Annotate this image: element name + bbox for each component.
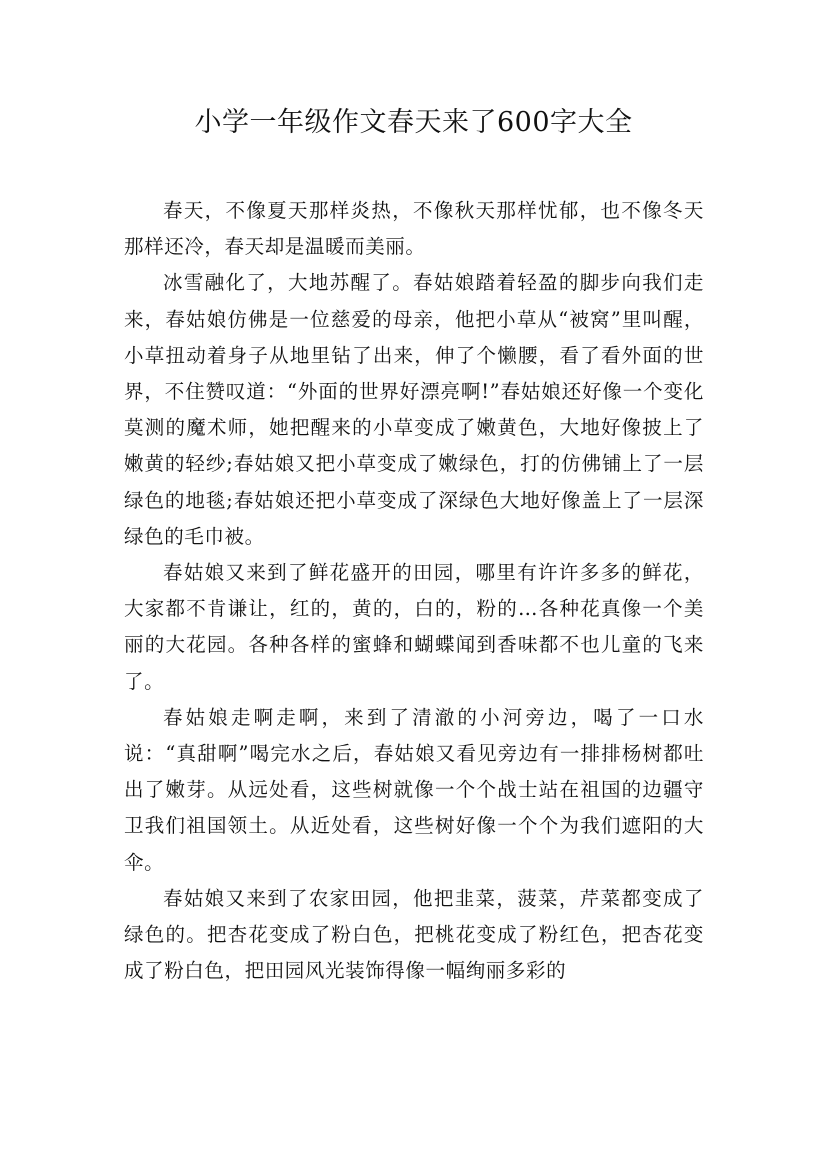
document-body [124,193,704,989]
paragraph-4: 春姑娘走啊走啊，来到了清澈的小河旁边，喝了一口水说：“真甜啊”喝完水之后，春姑娘又看见旁边有一排排杨树都吐出了嫩芽。从远处看，这些树就像一个个战士站在祖国的边疆守卫我们祖国领土。从近处看，这些树好像一个个为我们遮阳的大伞。 [124,705,704,874]
paragraph-3: 春姑娘又来到了鲜花盛开的田园，哪里有许许多多的鲜花，大家都不肯谦让，红的，黄的，白的，粉的…各种花真像一个美丽的大花园。各种各样的蜜蜂和蝴蝶闻到香味都不也儿童的飞来了。 [124,561,704,693]
paragraph-1: 春天，不像夏天那样炎热，不像秋天那样忧郁，也不像冬天那样还冷，春天却是温暖而美丽。 [124,199,704,259]
paragraph-2: 冰雪融化了，大地苏醒了。春姑娘踏着轻盈的脚步向我们走来，春姑娘仿佛是一位慈爱的母亲，他把小草从“被窝”里叫醒，小草扭动着身子从地里钻了出来，伸了个懒腰，看了看外面的世界，不住赞叹道：“外面的世界好漂亮啊!”春姑娘还好像一个变化莫测的魔术师，她把醒来的小草变成了嫩黄色，大地好像披上了嫩黄的轻纱;春姑娘又把小草变成了嫩绿色，打的仿佛铺上了一层绿色的地毯;春姑娘还把小草变成了深绿色大地好像盖上了一层深绿色的毛巾被。 [124,271,704,548]
paragraph-5: 春姑娘又来到了农家田园，他把韭菜，菠菜，芹菜都变成了绿色的。把杏花变成了粉白色，把桃花变成了粉红色，把杏花变成了粉白色，把田园风光装饰得像一幅绚丽多彩的 [124,886,704,983]
document-title: 小学一年级作文春天来了600字大全 [194,107,633,138]
